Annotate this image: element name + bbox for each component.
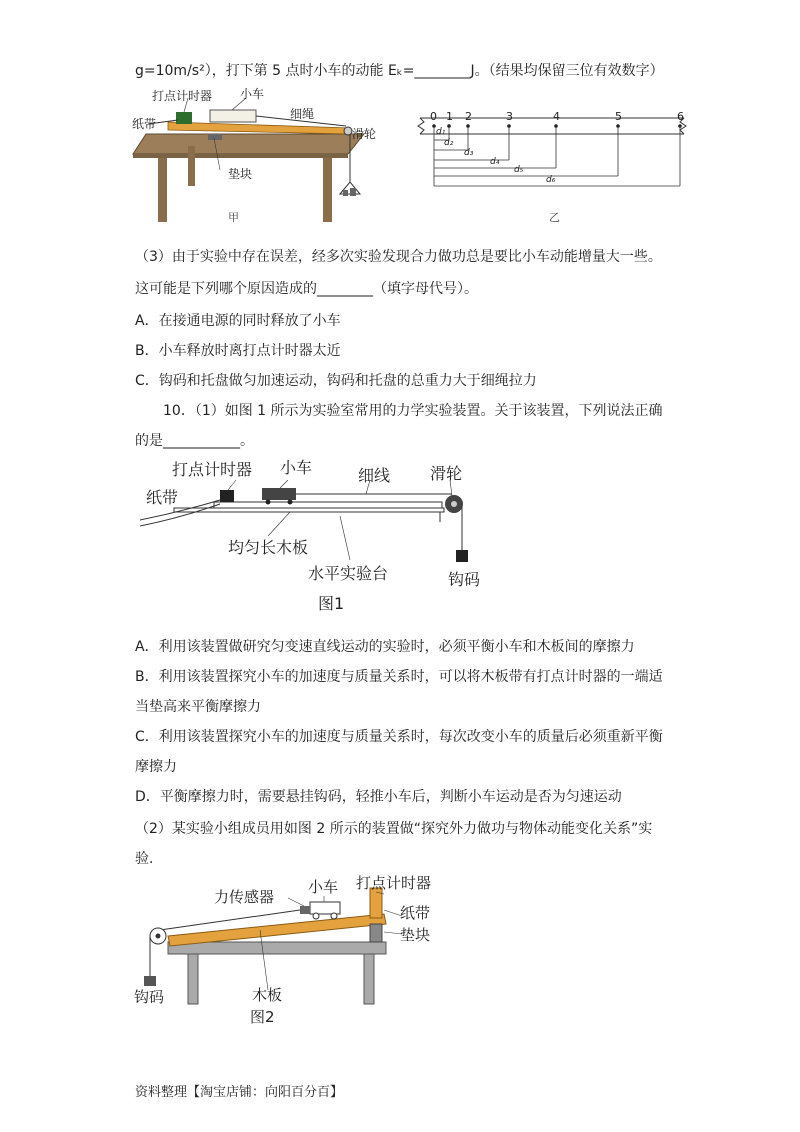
fig1-car-label: 小车 bbox=[280, 458, 313, 477]
fig1-caption: 图1 bbox=[318, 594, 345, 613]
q10-part2-line2: 验. bbox=[135, 851, 154, 867]
jia-tape-label: 纸带 bbox=[132, 117, 157, 131]
fig1-weight-label: 钩码 bbox=[448, 570, 481, 589]
q10-option-c-line1: C．利用该装置探究小车的加速度与质量关系时，每次改变小车的质量后必须重新平衡 bbox=[135, 729, 663, 745]
fig2-tape-label: 纸带 bbox=[400, 904, 431, 922]
fig2-board-label: 木板 bbox=[252, 986, 283, 1004]
figure-2 bbox=[140, 880, 440, 1020]
fig2-sensor-label: 力传感器 bbox=[214, 888, 275, 906]
yi-point-1: 1 bbox=[446, 110, 453, 123]
figure-1 bbox=[140, 456, 480, 616]
jia-string-label: 细绳 bbox=[290, 107, 315, 121]
q10-option-c-line2: 摩擦力 bbox=[135, 759, 177, 775]
figure-jia bbox=[128, 86, 377, 230]
jia-pulley-label: 滑轮 bbox=[352, 127, 377, 141]
jia-block-label: 垫块 bbox=[228, 167, 253, 181]
yi-point-4: 4 bbox=[553, 110, 560, 123]
q10-part2-line1: （2）某实验小组成员用如图 2 所示的装置做“探究外力做功与物体动能变化关系”实 bbox=[135, 821, 653, 837]
q10-option-b-line2: 当垫高来平衡摩擦力 bbox=[135, 699, 261, 715]
q3-line2: 这可能是下列哪个原因造成的________（填字母代号）。 bbox=[135, 281, 478, 297]
yi-point-6: 6 bbox=[677, 110, 684, 123]
yi-d2: d₂ bbox=[444, 138, 454, 148]
jia-caption: 甲 bbox=[228, 211, 239, 224]
q10-option-d: D．平衡摩擦力时，需要悬挂钩码，轻推小车后，判断小车运动是否为匀速运动 bbox=[135, 789, 622, 805]
fig1-string-label: 细线 bbox=[358, 466, 391, 485]
q10-option-b-line1: B．利用该装置探究小车的加速度与质量关系时，可以将木板带有打点计时器的一端适 bbox=[135, 669, 663, 685]
yi-d4: d₄ bbox=[490, 157, 500, 167]
yi-point-3: 3 bbox=[506, 110, 513, 123]
fig2-weight-label: 钩码 bbox=[134, 988, 165, 1006]
fig1-table-label: 水平实验台 bbox=[308, 564, 389, 583]
q3-option-a: A．在接通电源的同时释放了小车 bbox=[135, 313, 341, 329]
page-footer: 资料整理【淘宝店铺：向阳百分百】 bbox=[135, 1085, 344, 1100]
fig1-board-label: 均匀长木板 bbox=[228, 538, 309, 557]
yi-point-2: 2 bbox=[465, 110, 472, 123]
figure-yi bbox=[412, 104, 692, 214]
yi-point-5: 5 bbox=[615, 110, 622, 123]
fig2-timer-label: 打点计时器 bbox=[356, 874, 432, 892]
jia-timer-label: 打点计时器 bbox=[152, 89, 213, 103]
yi-caption: 乙 bbox=[549, 211, 560, 224]
yi-d3: d₃ bbox=[464, 148, 474, 158]
q3-option-b: B．小车释放时离打点计时器太近 bbox=[135, 343, 341, 359]
q10-option-a: A．利用该装置做研究匀变速直线运动的实验时，必须平衡小车和木板间的摩擦力 bbox=[135, 639, 635, 655]
yi-d1: d₁ bbox=[436, 127, 446, 137]
fig1-tape-label: 纸带 bbox=[146, 488, 179, 507]
q10-line1: 10．（1）如图 1 所示为实验室常用的力学实验装置。关于该装置，下列说法正确 bbox=[163, 403, 663, 419]
fig2-car-label: 小车 bbox=[308, 878, 339, 896]
yi-point-0: 0 bbox=[430, 110, 437, 123]
yi-d5: d₅ bbox=[514, 165, 524, 175]
yi-d6: d₆ bbox=[546, 175, 556, 185]
fig1-timer-label: 打点计时器 bbox=[172, 460, 253, 479]
fig2-block-label: 垫块 bbox=[400, 926, 431, 944]
fig2-caption: 图2 bbox=[250, 1008, 275, 1026]
fig1-pulley-label: 滑轮 bbox=[430, 464, 463, 483]
energy-question-line: g=10m/s²），打下第 5 点时小车的动能 Eₖ=________J。（结果均保留三位有效数字） bbox=[135, 63, 664, 79]
jia-car-label: 小车 bbox=[240, 87, 265, 101]
q3-line1: （3）由于实验中存在误差，经多次实验发现合力做功总是要比小车动能增量大一些。 bbox=[135, 249, 662, 265]
q3-option-c: C．钩码和托盘做匀加速运动，钩码和托盘的总重力大于细绳拉力 bbox=[135, 373, 537, 389]
q10-line2: 的是___________。 bbox=[135, 433, 254, 449]
